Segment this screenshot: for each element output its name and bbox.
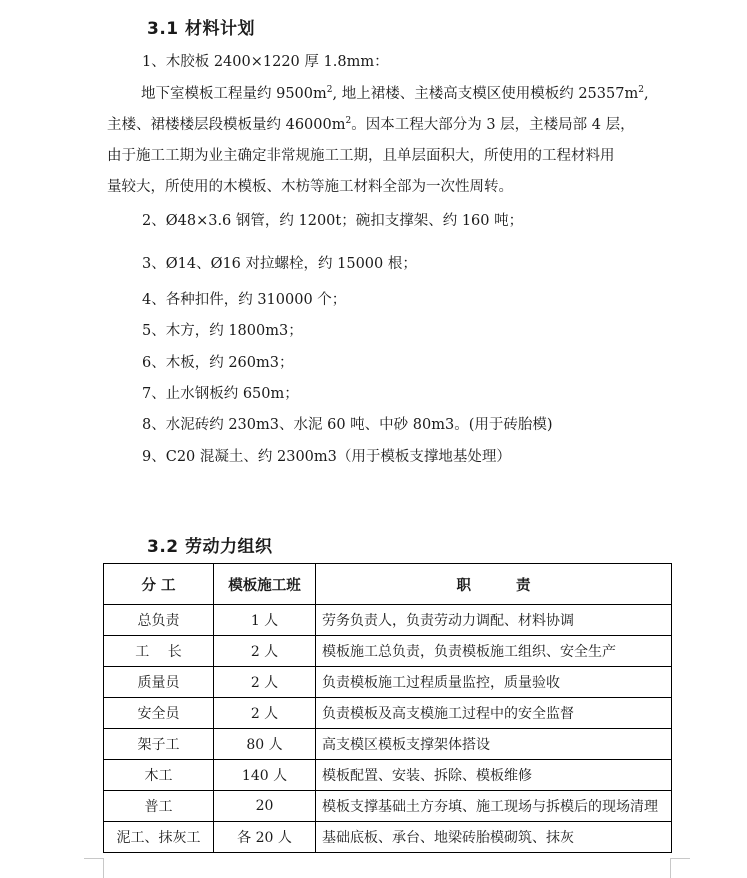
row-role: 质量员 bbox=[104, 667, 214, 698]
material-item-9: 9、C20 混凝土、约 2300m3（用于模板支撑地基处理） bbox=[142, 449, 511, 465]
material-item-1: 1、木胶板 2400×1220 厚 1.8mm： bbox=[142, 54, 389, 70]
material-item-8: 8、水泥砖约 230m3、水泥 60 吨、中砂 80m3。(用于砖胎模) bbox=[142, 417, 553, 433]
row-role: 安全员 bbox=[104, 698, 214, 729]
material-item-3: 3、Ø14、Ø16 对拉螺栓，约 15000 根； bbox=[142, 256, 417, 272]
row-count: 1 人 bbox=[214, 605, 316, 636]
material-item-6: 6、木板，约 260m3； bbox=[142, 355, 294, 371]
row-count: 20 bbox=[214, 791, 316, 822]
row-duty: 负责模板及高支模施工过程中的安全监督 bbox=[316, 698, 672, 729]
desc-line-3: 由于施工工期为业主确定非常规施工工期，且单层面积大，所使用的工程材料用 bbox=[107, 148, 615, 164]
material-item-5: 5、木方，约 1800m3； bbox=[142, 323, 303, 339]
crop-mark-left-vertical bbox=[103, 858, 104, 878]
section-title-materials: 3.1 材料计划 bbox=[147, 19, 256, 39]
section-title-labor: 3.2 劳动力组织 bbox=[147, 537, 273, 557]
row-duty: 劳务负责人，负责劳动力调配、材料协调 bbox=[316, 605, 672, 636]
header-team: 模板施工班 bbox=[214, 564, 316, 605]
desc-line-4: 量较大，所使用的木模板、木枋等施工材料全部为一次性周转。 bbox=[107, 179, 513, 195]
table-row bbox=[104, 760, 672, 791]
table-row bbox=[104, 791, 672, 822]
desc-line-1: 地下室模板工程量约 $9500m^2$, 地上裙楼、主楼高支模区使用模板约 $25357m^2$, bbox=[141, 85, 649, 102]
row-duty: 基础底板、承台、地梁砖胎模砌筑、抹灰 bbox=[316, 822, 672, 853]
row-duty: 高支模区模板支撑架体搭设 bbox=[316, 729, 672, 760]
row-duty: 模板施工总负责，负责模板施工组织、安全生产 bbox=[316, 636, 672, 667]
table-row bbox=[104, 822, 672, 853]
row-count: 2 人 bbox=[214, 667, 316, 698]
table-row bbox=[104, 605, 672, 636]
row-count: 2 人 bbox=[214, 698, 316, 729]
material-item-7: 7、止水钢板约 650m； bbox=[142, 386, 299, 402]
row-role: 架子工 bbox=[104, 729, 214, 760]
labor-table-header bbox=[104, 564, 672, 605]
row-duty: 模板支撑基础土方夯填、施工现场与拆模后的现场清理 bbox=[316, 791, 672, 822]
crop-mark-right-vertical bbox=[670, 858, 671, 878]
material-item-2: 2、Ø48×3.6 钢管，约 1200t；碗扣支撑架、约 160 吨； bbox=[142, 213, 524, 229]
row-duty: 模板配置、安装、拆除、模板维修 bbox=[316, 760, 672, 791]
row-count: 80 人 bbox=[214, 729, 316, 760]
table-row bbox=[104, 667, 672, 698]
row-role: 木工 bbox=[104, 760, 214, 791]
header-duty bbox=[316, 564, 672, 605]
crop-mark-right bbox=[670, 858, 690, 859]
row-role: 泥工、抹灰工 bbox=[104, 822, 214, 853]
crop-mark-left bbox=[84, 858, 104, 859]
row-role: 普工 bbox=[104, 791, 214, 822]
row-count: 140 人 bbox=[214, 760, 316, 791]
table-row bbox=[104, 636, 672, 667]
labor-table bbox=[103, 563, 672, 853]
material-item-4: 4、各种扣件，约 310000 个； bbox=[142, 292, 347, 308]
row-count: 2 人 bbox=[214, 636, 316, 667]
row-count: 各 20 人 bbox=[214, 822, 316, 853]
header-division: 分 工 bbox=[104, 564, 214, 605]
row-role: 工 长 bbox=[104, 636, 214, 667]
material-description bbox=[107, 79, 667, 203]
desc-line-2: 主楼、裙楼楼层段模板量约 $46000m^2$。因本工程大部分为 3 层，主楼局部 4 层， bbox=[107, 116, 635, 133]
row-duty: 负责模板施工过程质量监控，质量验收 bbox=[316, 667, 672, 698]
row-role: 总负责 bbox=[104, 605, 214, 636]
table-row bbox=[104, 729, 672, 760]
header-duty-label: 职 责 bbox=[456, 576, 531, 594]
table-row bbox=[104, 698, 672, 729]
